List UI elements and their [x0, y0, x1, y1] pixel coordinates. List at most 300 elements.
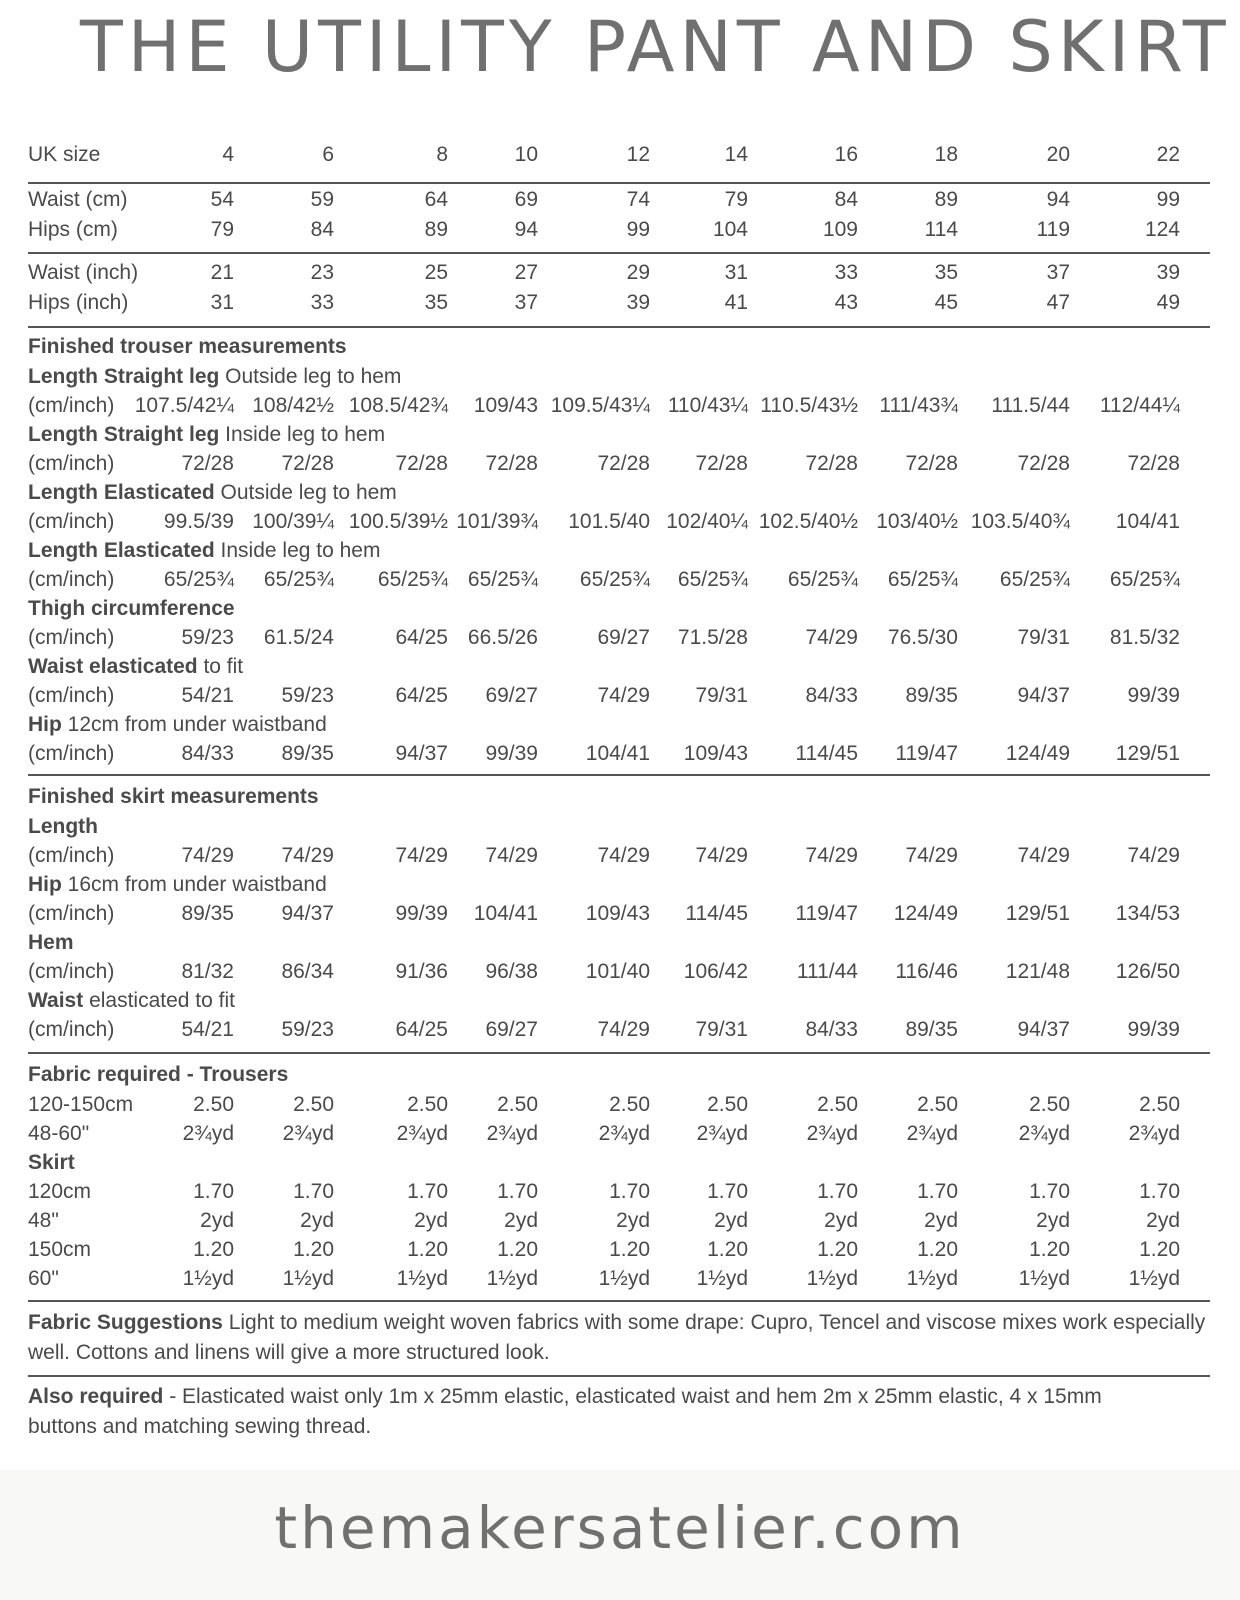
trouser-section-heading: Finished trouser measurements: [28, 335, 347, 358]
skirt-measure-row: [28, 899, 1210, 929]
cell-size-14: 31: [724, 261, 748, 284]
row-label: Hips (inch): [28, 291, 129, 314]
body-measure-row: [28, 185, 1210, 215]
cell-size-6: 2yd: [300, 1209, 334, 1232]
cell-size-20: 1.20: [1029, 1238, 1070, 1261]
also-required-label: Also required: [28, 1385, 164, 1408]
cell-size-20: 79/31: [1017, 626, 1070, 649]
cell-size-16: 119/47: [795, 902, 858, 925]
cell-size-16: 1½yd: [806, 1267, 858, 1290]
cell-size-10: 96/38: [485, 960, 538, 983]
cell-size-12: 109/43: [585, 902, 650, 925]
row-label: 120-150cm: [28, 1093, 134, 1116]
cell-size-22: 72/28: [1127, 452, 1180, 475]
cell-size-14: 72/28: [695, 452, 748, 475]
cell-size-8: 2.50: [407, 1093, 448, 1116]
trouser-measure-row: [28, 391, 1210, 421]
cell-size-6: 94/37: [281, 902, 334, 925]
cell-size-14: 1½yd: [696, 1267, 748, 1290]
cell-size-18: 103/40½: [876, 510, 958, 533]
cell-size-22: 112/44¼: [1099, 394, 1180, 417]
row-label: (cm/inch): [28, 452, 115, 475]
row-label: (cm/inch): [28, 510, 115, 533]
cell-size-8: 2yd: [414, 1209, 448, 1232]
row-label: Waist (inch): [28, 261, 139, 284]
item-name: Waist elasticated: [28, 655, 198, 678]
cell-size-10: 1.20: [497, 1238, 538, 1261]
cell-size-12: 1.70: [609, 1180, 650, 1203]
row-label: (cm/inch): [28, 1018, 115, 1041]
cell-size-18: 1.70: [917, 1180, 958, 1203]
cell-size-12: 12: [626, 143, 650, 166]
cell-size-22: 74/29: [1127, 844, 1180, 867]
cell-size-16: 33: [834, 261, 858, 284]
cell-size-16: 43: [834, 291, 858, 314]
cell-size-10: 10: [514, 143, 538, 166]
cell-size-4: 79: [210, 218, 234, 241]
skirt-measure-label: [28, 870, 327, 900]
cell-size-8: 72/28: [395, 452, 448, 475]
cell-size-20: 74/29: [1017, 844, 1070, 867]
cell-size-6: 61.5/24: [263, 626, 334, 649]
cell-size-4: 107.5/42¼: [134, 394, 234, 417]
trouser-measure-row: [28, 565, 1210, 595]
cell-size-14: 14: [724, 143, 748, 166]
cell-size-16: 110.5/43½: [760, 394, 858, 417]
cell-size-4: 2¾yd: [182, 1122, 234, 1145]
cell-size-22: 49: [1156, 291, 1180, 314]
cell-size-4: 1.20: [193, 1238, 234, 1261]
cell-size-22: 2¾yd: [1128, 1122, 1180, 1145]
cell-size-18: 65/25¾: [887, 568, 958, 591]
cell-size-8: 65/25¾: [377, 568, 448, 591]
row-label: UK size: [28, 143, 101, 166]
cell-size-10: 104/41: [473, 902, 538, 925]
cell-size-22: 81.5/32: [1109, 626, 1180, 649]
body-measure-row: [28, 215, 1210, 245]
cell-size-4: 65/25¾: [163, 568, 234, 591]
trouser-measure-label: [28, 536, 380, 566]
cell-size-12: 72/28: [597, 452, 650, 475]
cell-size-10: 2.50: [497, 1093, 538, 1116]
cell-size-8: 1.70: [407, 1180, 448, 1203]
divider: [28, 1052, 1210, 1054]
cell-size-8: 8: [436, 143, 448, 166]
fabric-skirt-row: [28, 1177, 1210, 1207]
cell-size-12: 74/29: [597, 844, 650, 867]
cell-size-14: 110/43¼: [667, 394, 748, 417]
cell-size-18: 2.50: [917, 1093, 958, 1116]
cell-size-22: 99/39: [1127, 1018, 1180, 1041]
cell-size-6: 23: [310, 261, 334, 284]
cell-size-4: 21: [210, 261, 234, 284]
cell-size-22: 104/41: [1115, 510, 1180, 533]
divider: [28, 252, 1210, 254]
item-detail: to fit: [197, 655, 244, 678]
title-bar: [0, 0, 1240, 110]
cell-size-6: 2¾yd: [282, 1122, 334, 1145]
cell-size-22: 2yd: [1146, 1209, 1180, 1232]
trouser-measure-row: [28, 449, 1210, 479]
trouser-measure-row: [28, 681, 1210, 711]
cell-size-14: 114/45: [685, 902, 748, 925]
cell-size-8: 99/39: [395, 902, 448, 925]
cell-size-16: 74/29: [805, 844, 858, 867]
item-detail: Inside leg to hem: [219, 423, 386, 446]
cell-size-18: 18: [934, 143, 958, 166]
item-detail: Outside leg to hem: [219, 365, 402, 388]
cell-size-4: 81/32: [181, 960, 234, 983]
divider: [28, 1300, 1210, 1302]
cell-size-12: 29: [626, 261, 650, 284]
cell-size-22: 1.70: [1139, 1180, 1180, 1203]
cell-size-4: 1.70: [193, 1180, 234, 1203]
cell-size-12: 104/41: [585, 742, 650, 765]
cell-size-14: 1.70: [707, 1180, 748, 1203]
cell-size-14: 102/40¼: [666, 510, 748, 533]
cell-size-18: 1.20: [917, 1238, 958, 1261]
skirt-measure-label: [28, 986, 235, 1016]
fabric-section-heading: Fabric required - Trousers: [28, 1063, 289, 1086]
cell-size-18: 89/35: [905, 1018, 958, 1041]
cell-size-8: 2¾yd: [396, 1122, 448, 1145]
cell-size-16: 65/25¾: [787, 568, 858, 591]
cell-size-22: 99: [1156, 188, 1180, 211]
cell-size-22: 126/50: [1115, 960, 1180, 983]
cell-size-4: 74/29: [181, 844, 234, 867]
cell-size-10: 2¾yd: [486, 1122, 538, 1145]
cell-size-8: 100.5/39½: [348, 510, 448, 533]
cell-size-18: 116/46: [895, 960, 958, 983]
item-name: Hem: [28, 931, 74, 954]
item-detail: elasticated to fit: [83, 989, 235, 1012]
cell-size-18: 89: [934, 188, 958, 211]
cell-size-20: 2yd: [1036, 1209, 1070, 1232]
cell-size-8: 1.20: [407, 1238, 448, 1261]
cell-size-4: 99.5/39: [163, 510, 234, 533]
fabric-skirt-row: [28, 1206, 1210, 1236]
cell-size-16: 111/44: [796, 960, 858, 983]
skirt-measure-row: [28, 1015, 1210, 1045]
cell-size-4: 72/28: [181, 452, 234, 475]
cell-size-12: 101/40: [585, 960, 650, 983]
cell-size-12: 69/27: [597, 626, 650, 649]
divider: [28, 1375, 1210, 1377]
cell-size-16: 2yd: [824, 1209, 858, 1232]
cell-size-22: 39: [1156, 261, 1180, 284]
item-name: Thigh circumference: [28, 597, 235, 620]
cell-size-20: 1.70: [1029, 1180, 1070, 1203]
cell-size-14: 79/31: [695, 1018, 748, 1041]
row-label: (cm/inch): [28, 742, 115, 765]
cell-size-18: 35: [934, 261, 958, 284]
cell-size-18: 1½yd: [906, 1267, 958, 1290]
cell-size-20: 121/48: [1005, 960, 1070, 983]
cell-size-8: 35: [424, 291, 448, 314]
item-detail: Inside leg to hem: [214, 539, 381, 562]
cell-size-14: 79/31: [695, 684, 748, 707]
item-name: Length Elasticated: [28, 539, 215, 562]
cell-size-6: 59/23: [281, 1018, 334, 1041]
cell-size-10: 109/43: [473, 394, 538, 417]
trouser-measure-label: [28, 710, 327, 740]
cell-size-22: 129/51: [1115, 742, 1180, 765]
cell-size-6: 89/35: [281, 742, 334, 765]
trouser-measure-label: [28, 594, 235, 624]
skirt-section-heading: Finished skirt measurements: [28, 785, 319, 808]
website-url: themakersatelier.com: [274, 1494, 966, 1562]
cell-size-16: 84: [834, 188, 858, 211]
cell-size-14: 65/25¾: [677, 568, 748, 591]
cell-size-4: 89/35: [181, 902, 234, 925]
cell-size-18: 76.5/30: [887, 626, 958, 649]
row-label: (cm/inch): [28, 568, 115, 591]
cell-size-16: 102.5/40½: [758, 510, 858, 533]
row-label: (cm/inch): [28, 626, 115, 649]
cell-size-6: 74/29: [281, 844, 334, 867]
cell-size-10: 69/27: [485, 1018, 538, 1041]
fabric-trouser-row: [28, 1119, 1210, 1149]
cell-size-14: 2¾yd: [696, 1122, 748, 1145]
cell-size-8: 64/25: [395, 1018, 448, 1041]
item-detail: Outside leg to hem: [214, 481, 397, 504]
divider: [28, 326, 1210, 328]
cell-size-10: 2yd: [504, 1209, 538, 1232]
cell-size-10: 101/39¾: [456, 510, 538, 533]
cell-size-22: 65/25¾: [1109, 568, 1180, 591]
cell-size-10: 94: [514, 218, 538, 241]
cell-size-18: 89/35: [905, 684, 958, 707]
cell-size-12: 2.50: [609, 1093, 650, 1116]
cell-size-16: 1.20: [817, 1238, 858, 1261]
cell-size-12: 74/29: [597, 1018, 650, 1041]
divider: [28, 774, 1210, 776]
cell-size-16: 84/33: [805, 1018, 858, 1041]
also-required: [28, 1382, 1128, 1442]
item-detail: 12cm from under waistband: [61, 713, 327, 736]
trouser-measure-row: [28, 623, 1210, 653]
cell-size-8: 89: [424, 218, 448, 241]
cell-size-12: 1½yd: [598, 1267, 650, 1290]
cell-size-6: 1.70: [293, 1180, 334, 1203]
trouser-measure-label: [28, 420, 385, 450]
item-name: Length Straight leg: [28, 423, 220, 446]
cell-size-14: 109/43: [683, 742, 748, 765]
cell-size-10: 27: [514, 261, 538, 284]
page-title: THE UTILITY PANT AND SKIRT: [80, 6, 1231, 88]
cell-size-14: 79: [724, 188, 748, 211]
cell-size-4: 2.50: [193, 1093, 234, 1116]
cell-size-22: 124: [1144, 218, 1180, 241]
cell-size-6: 100/39¼: [252, 510, 334, 533]
item-name: Waist: [28, 989, 84, 1012]
body-measure-row: [28, 258, 1210, 288]
cell-size-10: 37: [514, 291, 538, 314]
cell-size-18: 74/29: [905, 844, 958, 867]
cell-size-18: 119/47: [895, 742, 958, 765]
cell-size-10: 69/27: [485, 684, 538, 707]
cell-size-20: 119: [1036, 218, 1070, 241]
body-measure-row: [28, 288, 1210, 318]
cell-size-18: 2¾yd: [906, 1122, 958, 1145]
cell-size-6: 59: [310, 188, 334, 211]
fabric-suggestions-text: Light to medium weight woven fabrics with some drape: Cupro, Tencel and viscose mixes work especially well. Cottons and linens will give a more structured look.: [28, 1311, 1206, 1364]
divider: [28, 182, 1210, 184]
cell-size-20: 94/37: [1017, 1018, 1070, 1041]
cell-size-10: 99/39: [485, 742, 538, 765]
cell-size-20: 2¾yd: [1018, 1122, 1070, 1145]
item-name: Length Elasticated: [28, 481, 215, 504]
item-name: Length Straight leg: [28, 365, 220, 388]
item-name: Hip: [28, 873, 62, 896]
cell-size-12: 101.5/40: [568, 510, 650, 533]
skirt-measure-label: [28, 928, 74, 958]
skirt-measure-row: [28, 841, 1210, 871]
item-name: Length: [28, 815, 98, 838]
fabric-suggestions: [28, 1308, 1210, 1368]
cell-size-10: 1.70: [497, 1180, 538, 1203]
cell-size-16: 84/33: [805, 684, 858, 707]
cell-size-10: 74/29: [485, 844, 538, 867]
cell-size-4: 54/21: [181, 684, 234, 707]
cell-size-14: 41: [724, 291, 748, 314]
fabric-trouser-row: [28, 1090, 1210, 1120]
cell-size-16: 16: [834, 143, 858, 166]
cell-size-18: 72/28: [905, 452, 958, 475]
cell-size-20: 124/49: [1005, 742, 1070, 765]
cell-size-8: 64/25: [395, 684, 448, 707]
item-name: Hip: [28, 713, 62, 736]
cell-size-20: 1½yd: [1018, 1267, 1070, 1290]
cell-size-6: 59/23: [281, 684, 334, 707]
cell-size-8: 108.5/42¾: [348, 394, 448, 417]
cell-size-6: 6: [322, 143, 334, 166]
cell-size-22: 1.20: [1139, 1238, 1180, 1261]
cell-size-18: 111/43¾: [879, 394, 958, 417]
cell-size-8: 94/37: [395, 742, 448, 765]
row-label: Waist (cm): [28, 188, 128, 211]
cell-size-4: 54: [210, 188, 234, 211]
cell-size-18: 2yd: [924, 1209, 958, 1232]
footer: [0, 1470, 1240, 1600]
cell-size-4: 2yd: [200, 1209, 234, 1232]
cell-size-16: 109: [822, 218, 858, 241]
row-label: Hips (cm): [28, 218, 118, 241]
cell-size-4: 31: [210, 291, 234, 314]
cell-size-4: 1½yd: [182, 1267, 234, 1290]
cell-size-16: 114/45: [795, 742, 858, 765]
cell-size-20: 65/25¾: [999, 568, 1070, 591]
row-label: (cm/inch): [28, 394, 115, 417]
fabric-skirt-row: [28, 1235, 1210, 1265]
skirt-measure-label: [28, 812, 98, 842]
fabric-skirt-row: [28, 1264, 1210, 1294]
cell-size-14: 106/42: [683, 960, 748, 983]
cell-size-8: 64: [424, 188, 448, 211]
cell-size-8: 74/29: [395, 844, 448, 867]
cell-size-4: 4: [222, 143, 234, 166]
trouser-measure-row: [28, 507, 1210, 537]
cell-size-14: 1.20: [707, 1238, 748, 1261]
cell-size-14: 74/29: [695, 844, 748, 867]
cell-size-12: 109.5/43¼: [550, 394, 650, 417]
cell-size-16: 2¾yd: [806, 1122, 858, 1145]
cell-size-22: 134/53: [1115, 902, 1180, 925]
row-label: 60": [28, 1267, 59, 1290]
cell-size-4: 59/23: [181, 626, 234, 649]
cell-size-6: 84: [310, 218, 334, 241]
fabric-suggestions-label: Fabric Suggestions: [28, 1311, 223, 1334]
cell-size-8: 1½yd: [396, 1267, 448, 1290]
cell-size-22: 99/39: [1127, 684, 1180, 707]
cell-size-20: 111.5/44: [991, 394, 1070, 417]
cell-size-16: 72/28: [805, 452, 858, 475]
cell-size-20: 20: [1046, 143, 1070, 166]
row-label: 48": [28, 1209, 59, 1232]
item-detail: 16cm from under waistband: [61, 873, 327, 896]
fabric-skirt-heading: Skirt: [28, 1151, 75, 1174]
cell-size-8: 25: [424, 261, 448, 284]
cell-size-12: 99: [626, 218, 650, 241]
cell-size-12: 2yd: [616, 1209, 650, 1232]
cell-size-10: 69: [514, 188, 538, 211]
cell-size-10: 1½yd: [486, 1267, 538, 1290]
cell-size-14: 71.5/28: [677, 626, 748, 649]
cell-size-12: 1.20: [609, 1238, 650, 1261]
trouser-measure-label: [28, 362, 401, 392]
row-label: (cm/inch): [28, 684, 115, 707]
row-label: 150cm: [28, 1238, 92, 1261]
size-chart-sheet: [0, 110, 1240, 1470]
cell-size-20: 37: [1046, 261, 1070, 284]
cell-size-4: 84/33: [181, 742, 234, 765]
cell-size-22: 22: [1156, 143, 1180, 166]
cell-size-18: 114: [924, 218, 958, 241]
cell-size-14: 104: [712, 218, 748, 241]
cell-size-16: 1.70: [817, 1180, 858, 1203]
row-label: (cm/inch): [28, 902, 115, 925]
row-label: 48-60": [28, 1122, 90, 1145]
size-header-row: [28, 140, 1210, 170]
cell-size-20: 103.5/40¾: [970, 510, 1070, 533]
cell-size-6: 2.50: [293, 1093, 334, 1116]
cell-size-10: 72/28: [485, 452, 538, 475]
cell-size-12: 2¾yd: [598, 1122, 650, 1145]
cell-size-20: 129/51: [1005, 902, 1070, 925]
cell-size-6: 1.20: [293, 1238, 334, 1261]
cell-size-20: 72/28: [1017, 452, 1070, 475]
cell-size-22: 1½yd: [1128, 1267, 1180, 1290]
cell-size-20: 94: [1046, 188, 1070, 211]
cell-size-4: 54/21: [181, 1018, 234, 1041]
cell-size-6: 86/34: [281, 960, 334, 983]
trouser-measure-row: [28, 739, 1210, 769]
row-label: (cm/inch): [28, 844, 115, 867]
cell-size-6: 72/28: [281, 452, 334, 475]
also-required-text: - Elasticated waist only 1m x 25mm elastic, elasticated waist and hem 2m x 25mm elastic, 4 x 15mm buttons and matching sewing thread.: [28, 1385, 1102, 1438]
cell-size-20: 94/37: [1017, 684, 1070, 707]
cell-size-12: 39: [626, 291, 650, 314]
cell-size-14: 2yd: [714, 1209, 748, 1232]
cell-size-6: 33: [310, 291, 334, 314]
trouser-measure-label: [28, 478, 397, 508]
cell-size-18: 45: [934, 291, 958, 314]
cell-size-8: 64/25: [395, 626, 448, 649]
cell-size-6: 1½yd: [282, 1267, 334, 1290]
cell-size-8: 91/36: [395, 960, 448, 983]
cell-size-12: 74: [626, 188, 650, 211]
cell-size-14: 2.50: [707, 1093, 748, 1116]
